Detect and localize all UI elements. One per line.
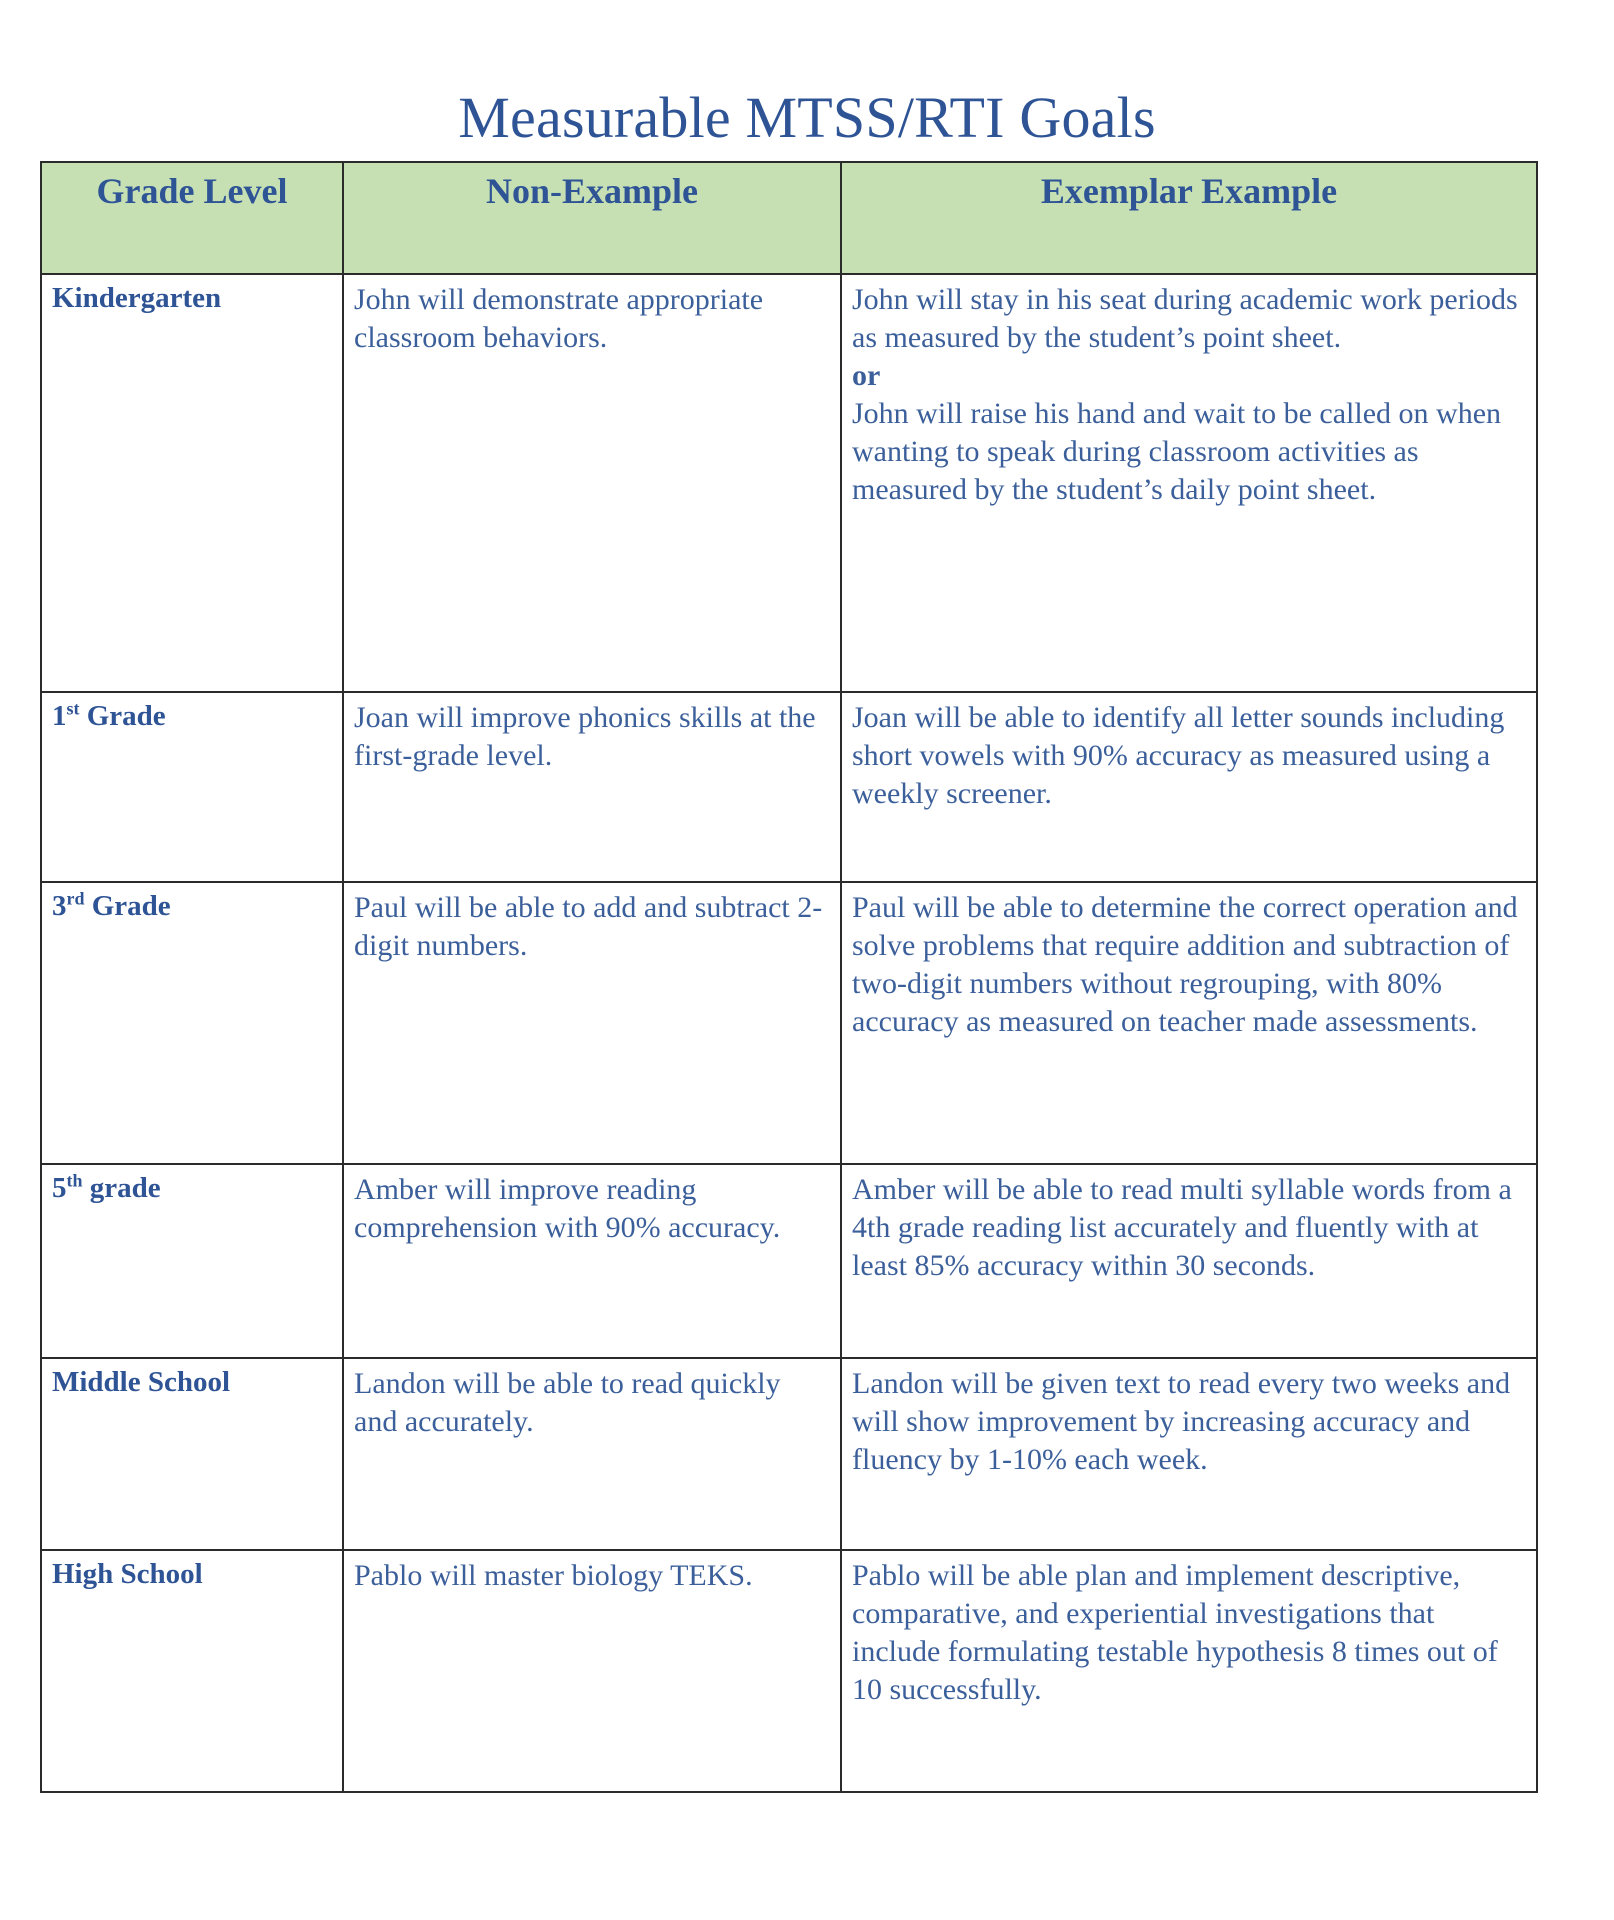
exemplar-or-separator: or [852,359,881,393]
grade-level-label: 5 [52,1171,67,1204]
grade-level-suffix: Grade [79,699,166,732]
grade-level-cell-1st-grade [41,692,343,882]
grade-level-label: High School [52,1557,203,1590]
non-example-text: Paul will be able to add and subtract 2-digit numbers. [354,890,823,962]
grade-ordinal-suffix: st [66,698,80,719]
table-row [41,1358,1537,1550]
exemplar-example-cell-5th-grade [841,1164,1537,1358]
column-header-grade-level [41,162,343,274]
grade-level-suffix: Grade [84,889,171,922]
non-example-text: Pablo will master biology TEKS. [354,1558,753,1592]
grade-ordinal-suffix: th [66,1170,83,1191]
column-header-exemplar-example-label: Exemplar Example [1040,170,1338,211]
exemplar-example-cell-3rd-grade [841,882,1537,1164]
grade-level-label: Kindergarten [52,281,222,314]
column-header-exemplar-example [841,162,1537,274]
grade-level-label: Middle School [52,1365,231,1398]
table-header-row [41,162,1537,274]
exemplar-text-part2: John will raise his hand and wait to be called on when wanting to speak during classroom activities as measured by the student’s daily point sheet. [852,397,1502,507]
grade-level-cell-high-school [41,1550,343,1792]
non-example-text: Joan will improve phonics skills at the first-grade level. [354,700,816,772]
grade-level-cell-3rd-grade [41,882,343,1164]
exemplar-text-part1: Landon will be given text to read every two weeks and will show improvement by increasing accuracy and fluency by 1-10% each week. [852,1366,1511,1477]
exemplar-example-cell-1st-grade [841,692,1537,882]
table-header [41,162,1537,274]
non-example-cell-kindergarten [343,274,841,692]
exemplar-example-cell-kindergarten [841,274,1537,692]
grade-level-label: 3 [52,889,67,922]
table-body [41,274,1537,1792]
table-row [41,1550,1537,1792]
table-row [41,692,1537,882]
non-example-text: John will demonstrate appropriate classroom behaviors. [354,282,764,354]
non-example-cell-1st-grade [343,692,841,882]
non-example-cell-3rd-grade [343,882,841,1164]
goals-table-container [0,161,1614,1793]
column-header-grade-level-line2: Level [203,170,288,211]
page-title: Measurable MTSS/RTI Goals [458,85,1156,150]
table-row [41,882,1537,1164]
measurable-goals-table [40,161,1538,1793]
table-row [41,1164,1537,1358]
column-header-grade-level-line1: Grade [96,170,195,211]
exemplar-text-part1: Pablo will be able plan and implement descriptive, comparative, and experiential investigations that include formulating testable hypothesis 8 times out of 10 successfully. [852,1558,1498,1707]
exemplar-text-part1: John will stay in his seat during academic work periods as measured by the student’s point sheet. [852,282,1518,354]
column-header-non-example [343,162,841,274]
exemplar-example-cell-middle-school [841,1358,1537,1550]
non-example-cell-high-school [343,1550,841,1792]
non-example-cell-5th-grade [343,1164,841,1358]
non-example-cell-middle-school [343,1358,841,1550]
exemplar-text-part1: Amber will be able to read multi syllable words from a 4th grade reading list accurately and fluently with at least 85% accuracy within 30 seconds. [852,1172,1512,1283]
exemplar-text-part1: Joan will be able to identify all letter sounds including short vowels with 90% accuracy as measured using a weekly screener. [852,700,1505,811]
table-row [41,274,1537,692]
non-example-text: Landon will be able to read quickly and accurately. [354,1366,781,1438]
grade-level-cell-kindergarten [41,274,343,692]
non-example-text: Amber will improve reading comprehension with 90% accuracy. [354,1172,781,1244]
column-header-non-example-label: Non-Example [485,170,698,211]
grade-level-cell-middle-school [41,1358,343,1550]
grade-level-cell-5th-grade [41,1164,343,1358]
grade-level-suffix: grade [82,1171,161,1204]
exemplar-example-cell-high-school [841,1550,1537,1792]
grade-ordinal-suffix: rd [66,888,85,909]
exemplar-text-part1: Paul will be able to determine the correct operation and solve problems that require addition and subtraction of two-digit numbers without regrouping, with 80% accuracy as measured on teacher made assessments. [852,890,1518,1039]
grade-level-label: 1 [52,699,67,732]
